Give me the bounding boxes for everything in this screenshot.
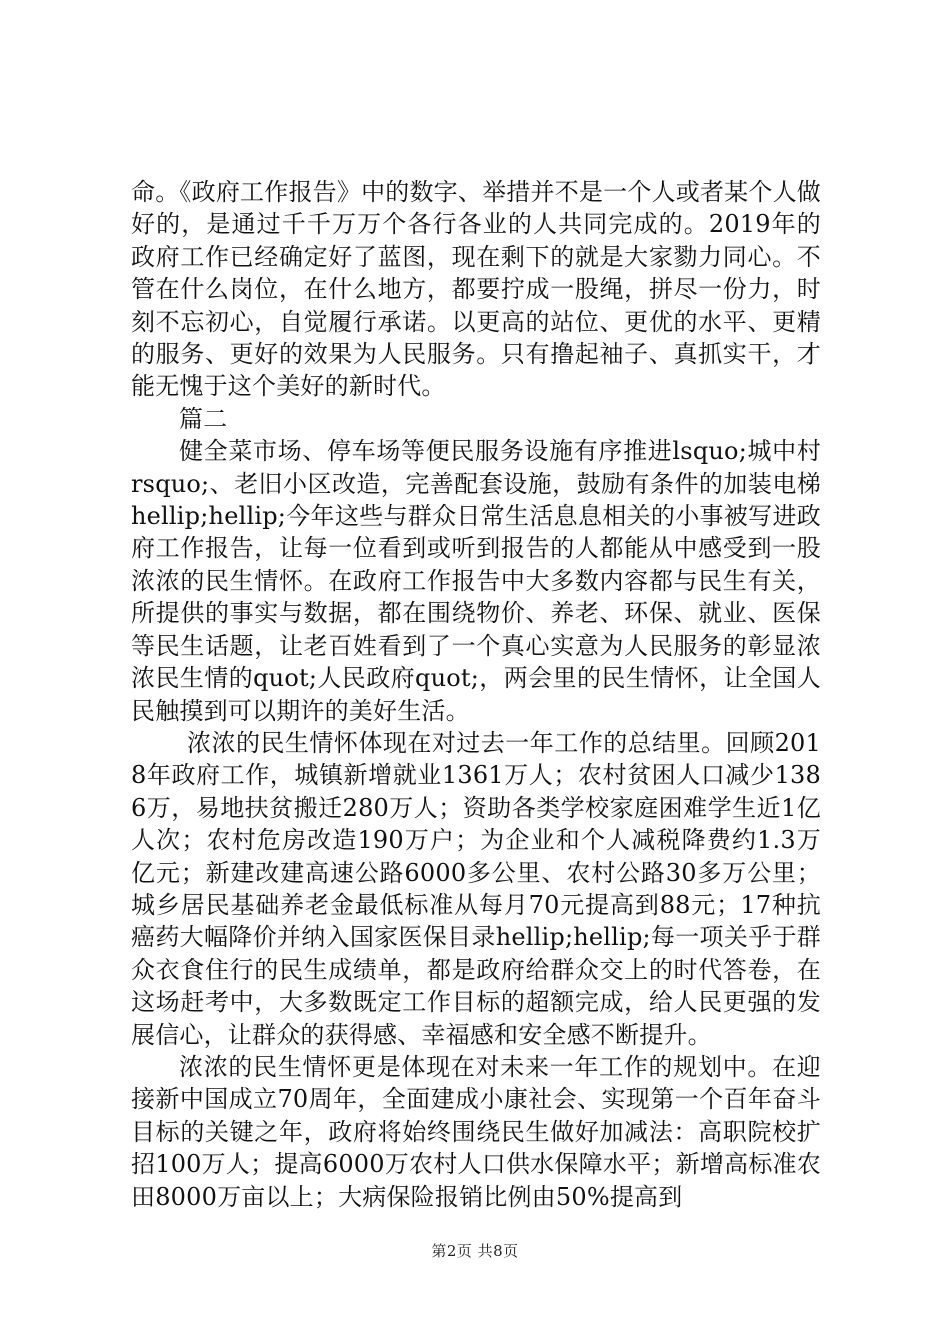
document-body [131, 176, 821, 1213]
section-heading: 篇二 [179, 404, 228, 433]
paragraph: 浓浓的民生情怀更是体现在对未来一年工作的规划中。在迎接新中国成立70周年，全面建成小康社会、实现第一个百年奋斗目标的关键之年，政府将始终围绕民生做好加减法：高职院校扩招100万人；提高6000万农村人口供水保障水平；新增高标准农田8000万亩以上；大病保险报销比例由50%提高到 [131, 1052, 821, 1211]
paragraph: 健全菜市场、停车场等便民服务设施有序推进lsquo;城中村rsquo;、老旧小区改造，完善配套设施，鼓励有条件的加装电梯hellip;hellip;今年这些与群众日常生活息息相关的小事被写进政府工作报告，让每一位看到或听到报告的人都能从中感受到一股浓浓的民生情怀。在政府工作报告中大多数内容都与民生有关，所提供的事实与数据，都在围绕物价、养老、环保、就业、医保等民生话题，让老百姓看到了一个真心实意为人民服务的彰显浓浓民生情的quot;人民政府quot;，两会里的民生情怀，让全国人民触摸到可以期许的美好生活。 [131, 437, 821, 725]
page-number-footer: 第2页 共8页 [431, 1242, 519, 1260]
paragraph-continuation: 命。《政府工作报告》中的数字、举措并不是一个人或者某个人做好的，是通过千千万万个各行各业的人共同完成的。2019年的政府工作已经确定好了蓝图，现在剩下的就是大家勠力同心。不管在什么岗位，在什么地方，都要拧成一股绳，拼尽一份力，时刻不忘初心，自觉履行承诺。以更高的站位、更优的水平、更精的服务、更好的效果为人民服务。只有撸起袖子、真抓实干，才能无愧于这个美好的新时代。 [131, 178, 821, 401]
paragraph: 浓浓的民生情怀体现在对过去一年工作的总结里。回顾2018年政府工作，城镇新增就业1361万人；农村贫困人口减少1386万，易地扶贫搬迁280万人；资助各类学校家庭困难学生近1亿人次；农村危房改造190万户；为企业和个人减税降费约1.3万亿元；新建改建高速公路6000多公里、农村公路30多万公里；城乡居民基础养老金最低标准从每月70元提高到88元；17种抗癌药大幅降价并纳入国家医保目录hellip;hellip;每一项关乎于群众衣食住行的民生成绩单，都是政府给群众交上的时代答卷，在这场赶考中，大多数既定工作目标的超额完成，给人民更强的发展信心，让群众的获得感、幸福感和安全感不断提升。 [131, 728, 821, 1049]
